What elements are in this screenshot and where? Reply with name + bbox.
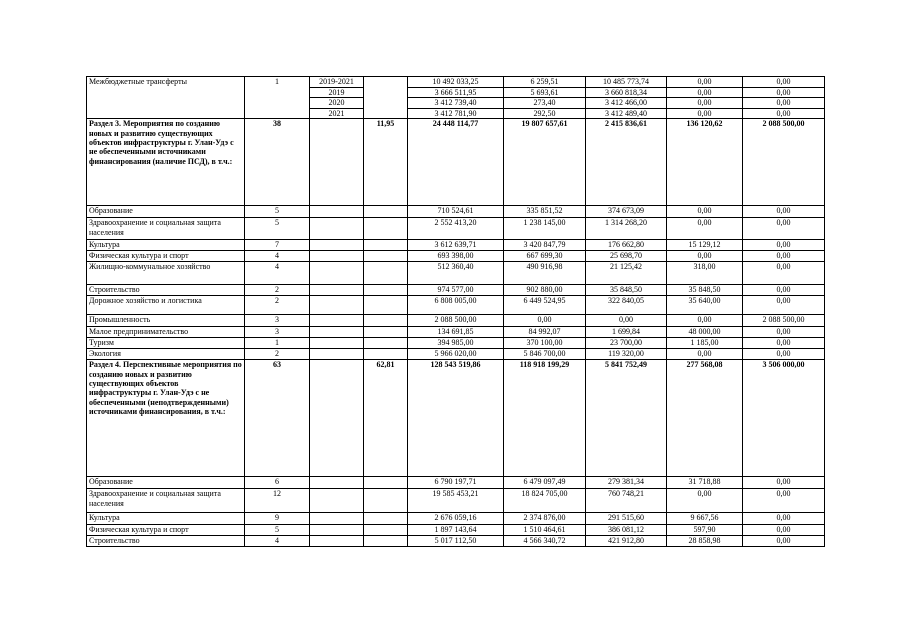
municipal-budget-cell: 0,00 bbox=[667, 489, 743, 513]
period-cell bbox=[310, 119, 364, 206]
total-cell: 2 088 500,00 bbox=[408, 315, 504, 327]
period-cell bbox=[310, 360, 364, 477]
row-name-cell: Культура bbox=[87, 513, 245, 525]
municipal-budget-cell: 597,90 bbox=[667, 525, 743, 536]
total-cell: 5 966 020,00 bbox=[408, 349, 504, 360]
share-cell bbox=[364, 525, 408, 536]
total-cell: 974 577,00 bbox=[408, 285, 504, 296]
table-row bbox=[87, 349, 825, 360]
row-name-cell: Межбюджетные трансферты bbox=[87, 77, 245, 119]
regional-budget-cell: 279 381,34 bbox=[586, 477, 667, 489]
period-cell bbox=[310, 338, 364, 349]
municipal-budget-cell: 35 848,50 bbox=[667, 285, 743, 296]
municipal-budget-cell: 48 000,00 bbox=[667, 327, 743, 338]
table-row bbox=[87, 315, 825, 327]
regional-budget-cell: 35 848,50 bbox=[586, 285, 667, 296]
regional-budget-cell: 760 748,21 bbox=[586, 489, 667, 513]
row-name-cell: Физическая культура и спорт bbox=[87, 525, 245, 536]
federal-budget-cell: 5 846 700,00 bbox=[504, 349, 586, 360]
federal-budget-cell: 84 992,07 bbox=[504, 327, 586, 338]
federal-budget-cell: 5 693,61 bbox=[504, 88, 586, 98]
count-cell: 2 bbox=[245, 285, 310, 296]
total-cell: 2 676 059,16 bbox=[408, 513, 504, 525]
federal-budget-cell: 1 510 464,61 bbox=[504, 525, 586, 536]
count-cell: 4 bbox=[245, 251, 310, 262]
count-cell: 12 bbox=[245, 489, 310, 513]
extrabudget-cell: 0,00 bbox=[743, 477, 825, 489]
municipal-budget-cell: 0,00 bbox=[667, 349, 743, 360]
row-name-cell: Дорожное хозяйство и логистика bbox=[87, 296, 245, 315]
total-cell: 6 808 005,00 bbox=[408, 296, 504, 315]
municipal-budget-cell: 0,00 bbox=[667, 251, 743, 262]
extrabudget-cell: 0,00 bbox=[743, 88, 825, 98]
document-page bbox=[86, 76, 824, 547]
share-cell bbox=[364, 338, 408, 349]
row-name-cell: Образование bbox=[87, 206, 245, 218]
row-name-cell: Образование bbox=[87, 477, 245, 489]
federal-budget-cell: 490 916,98 bbox=[504, 262, 586, 285]
count-cell: 5 bbox=[245, 218, 310, 240]
row-name-cell: Здравоохранение и социальная защита населения bbox=[87, 218, 245, 240]
federal-budget-cell: 19 807 657,61 bbox=[504, 119, 586, 206]
extrabudget-cell: 0,00 bbox=[743, 349, 825, 360]
count-cell: 7 bbox=[245, 240, 310, 251]
total-cell: 693 398,00 bbox=[408, 251, 504, 262]
extrabudget-cell: 0,00 bbox=[743, 327, 825, 338]
table-row bbox=[87, 513, 825, 525]
federal-budget-cell: 292,50 bbox=[504, 108, 586, 118]
extrabudget-cell: 0,00 bbox=[743, 285, 825, 296]
federal-budget-cell: 667 699,30 bbox=[504, 251, 586, 262]
extrabudget-cell: 3 506 000,00 bbox=[743, 360, 825, 477]
table-row bbox=[87, 206, 825, 218]
table-row bbox=[87, 327, 825, 338]
regional-budget-cell: 119 320,00 bbox=[586, 349, 667, 360]
extrabudget-cell: 0,00 bbox=[743, 240, 825, 251]
municipal-budget-cell: 0,00 bbox=[667, 98, 743, 108]
table-row bbox=[87, 77, 825, 88]
federal-budget-cell: 18 824 705,00 bbox=[504, 489, 586, 513]
total-cell: 10 492 033,25 bbox=[408, 77, 504, 88]
table-body bbox=[87, 77, 825, 547]
share-cell bbox=[364, 285, 408, 296]
municipal-budget-cell: 0,00 bbox=[667, 77, 743, 88]
extrabudget-cell: 0,00 bbox=[743, 536, 825, 547]
municipal-budget-cell: 0,00 bbox=[667, 88, 743, 98]
regional-budget-cell: 3 412 489,40 bbox=[586, 108, 667, 118]
regional-budget-cell: 1 314 268,20 bbox=[586, 218, 667, 240]
extrabudget-cell: 0,00 bbox=[743, 98, 825, 108]
row-name-cell: Здравоохранение и социальная защита населения bbox=[87, 489, 245, 513]
municipal-budget-cell: 35 640,00 bbox=[667, 296, 743, 315]
federal-budget-cell: 902 880,00 bbox=[504, 285, 586, 296]
share-cell bbox=[364, 296, 408, 315]
total-cell: 3 412 739,40 bbox=[408, 98, 504, 108]
municipal-budget-cell: 0,00 bbox=[667, 206, 743, 218]
extrabudget-cell: 0,00 bbox=[743, 525, 825, 536]
extrabudget-cell: 0,00 bbox=[743, 251, 825, 262]
regional-budget-cell: 374 673,09 bbox=[586, 206, 667, 218]
share-cell bbox=[364, 206, 408, 218]
count-cell: 63 bbox=[245, 360, 310, 477]
share-cell: 62,81 bbox=[364, 360, 408, 477]
period-cell bbox=[310, 477, 364, 489]
count-cell: 6 bbox=[245, 477, 310, 489]
municipal-budget-cell: 0,00 bbox=[667, 108, 743, 118]
period-cell bbox=[310, 262, 364, 285]
table-row bbox=[87, 119, 825, 206]
table-row bbox=[87, 240, 825, 251]
period-cell: 2021 bbox=[310, 108, 364, 118]
regional-budget-cell: 21 125,42 bbox=[586, 262, 667, 285]
row-name-cell: Физическая культура и спорт bbox=[87, 251, 245, 262]
period-cell bbox=[310, 296, 364, 315]
regional-budget-cell: 25 698,70 bbox=[586, 251, 667, 262]
row-name-cell: Жилищно-коммунальное хозяйство bbox=[87, 262, 245, 285]
row-name-cell: Строительство bbox=[87, 285, 245, 296]
total-cell: 3 612 639,71 bbox=[408, 240, 504, 251]
row-name-cell: Туризм bbox=[87, 338, 245, 349]
count-cell: 1 bbox=[245, 77, 310, 119]
federal-budget-cell: 4 566 340,72 bbox=[504, 536, 586, 547]
municipal-budget-cell: 9 667,56 bbox=[667, 513, 743, 525]
total-cell: 6 790 197,71 bbox=[408, 477, 504, 489]
table-row bbox=[87, 218, 825, 240]
table-row bbox=[87, 285, 825, 296]
regional-budget-cell: 23 700,00 bbox=[586, 338, 667, 349]
total-cell: 3 412 781,90 bbox=[408, 108, 504, 118]
period-cell bbox=[310, 536, 364, 547]
total-cell: 128 543 519,86 bbox=[408, 360, 504, 477]
regional-budget-cell: 386 081,12 bbox=[586, 525, 667, 536]
regional-budget-cell: 421 912,80 bbox=[586, 536, 667, 547]
period-cell: 2020 bbox=[310, 98, 364, 108]
row-name-cell: Культура bbox=[87, 240, 245, 251]
federal-budget-cell: 118 918 199,29 bbox=[504, 360, 586, 477]
period-cell: 2019-2021 bbox=[310, 77, 364, 88]
count-cell: 1 bbox=[245, 338, 310, 349]
extrabudget-cell: 0,00 bbox=[743, 108, 825, 118]
share-cell bbox=[364, 349, 408, 360]
period-cell bbox=[310, 206, 364, 218]
count-cell: 5 bbox=[245, 206, 310, 218]
share-cell bbox=[364, 262, 408, 285]
table-row bbox=[87, 536, 825, 547]
total-cell: 5 017 112,50 bbox=[408, 536, 504, 547]
total-cell: 2 552 413,20 bbox=[408, 218, 504, 240]
federal-budget-cell: 6 479 097,49 bbox=[504, 477, 586, 489]
period-cell bbox=[310, 285, 364, 296]
extrabudget-cell: 0,00 bbox=[743, 296, 825, 315]
row-name-cell: Строительство bbox=[87, 536, 245, 547]
extrabudget-cell: 0,00 bbox=[743, 206, 825, 218]
investment-table bbox=[86, 76, 825, 547]
federal-budget-cell: 335 851,52 bbox=[504, 206, 586, 218]
row-name-cell: Промышленность bbox=[87, 315, 245, 327]
row-name-cell: Экология bbox=[87, 349, 245, 360]
row-name-cell: Раздел 3. Мероприятия по созданию новых и развитию существующих объектов инфраструктуры г. Улан-Удэ с не обеспеченными источниками финансирования (наличие ПСД), в т.ч.: bbox=[87, 119, 245, 206]
extrabudget-cell: 0,00 bbox=[743, 489, 825, 513]
count-cell: 3 bbox=[245, 327, 310, 338]
share-cell bbox=[364, 477, 408, 489]
period-cell bbox=[310, 349, 364, 360]
regional-budget-cell: 2 415 836,61 bbox=[586, 119, 667, 206]
share-cell bbox=[364, 77, 408, 119]
total-cell: 134 691,85 bbox=[408, 327, 504, 338]
municipal-budget-cell: 31 718,88 bbox=[667, 477, 743, 489]
extrabudget-cell: 0,00 bbox=[743, 513, 825, 525]
table-row bbox=[87, 477, 825, 489]
row-name-cell: Малое предпринимательство bbox=[87, 327, 245, 338]
share-cell bbox=[364, 327, 408, 338]
table-row bbox=[87, 338, 825, 349]
municipal-budget-cell: 1 185,00 bbox=[667, 338, 743, 349]
regional-budget-cell: 10 485 773,74 bbox=[586, 77, 667, 88]
table-row bbox=[87, 525, 825, 536]
federal-budget-cell: 0,00 bbox=[504, 315, 586, 327]
share-cell bbox=[364, 513, 408, 525]
extrabudget-cell: 0,00 bbox=[743, 338, 825, 349]
federal-budget-cell: 6 259,51 bbox=[504, 77, 586, 88]
municipal-budget-cell: 318,00 bbox=[667, 262, 743, 285]
municipal-budget-cell: 277 568,08 bbox=[667, 360, 743, 477]
total-cell: 394 985,00 bbox=[408, 338, 504, 349]
period-cell bbox=[310, 327, 364, 338]
municipal-budget-cell: 15 129,12 bbox=[667, 240, 743, 251]
share-cell bbox=[364, 489, 408, 513]
regional-budget-cell: 0,00 bbox=[586, 315, 667, 327]
regional-budget-cell: 1 699,84 bbox=[586, 327, 667, 338]
federal-budget-cell: 273,40 bbox=[504, 98, 586, 108]
share-cell: 11,95 bbox=[364, 119, 408, 206]
federal-budget-cell: 6 449 524,95 bbox=[504, 296, 586, 315]
regional-budget-cell: 3 660 818,34 bbox=[586, 88, 667, 98]
extrabudget-cell: 0,00 bbox=[743, 262, 825, 285]
count-cell: 5 bbox=[245, 525, 310, 536]
count-cell: 4 bbox=[245, 262, 310, 285]
total-cell: 3 666 511,95 bbox=[408, 88, 504, 98]
row-name-cell: Раздел 4. Перспективные мероприятия по созданию новых и развитию существующих объектов инфраструктуры г. Улан-Удэ с не обеспеченными (неподтвержденными) источниками финансирования, в т.ч.: bbox=[87, 360, 245, 477]
federal-budget-cell: 1 238 145,00 bbox=[504, 218, 586, 240]
regional-budget-cell: 3 412 466,00 bbox=[586, 98, 667, 108]
total-cell: 19 585 453,21 bbox=[408, 489, 504, 513]
share-cell bbox=[364, 315, 408, 327]
regional-budget-cell: 5 841 752,49 bbox=[586, 360, 667, 477]
count-cell: 38 bbox=[245, 119, 310, 206]
period-cell bbox=[310, 251, 364, 262]
federal-budget-cell: 2 374 876,00 bbox=[504, 513, 586, 525]
extrabudget-cell: 2 088 500,00 bbox=[743, 119, 825, 206]
extrabudget-cell: 2 088 500,00 bbox=[743, 315, 825, 327]
total-cell: 24 448 114,77 bbox=[408, 119, 504, 206]
extrabudget-cell: 0,00 bbox=[743, 218, 825, 240]
count-cell: 9 bbox=[245, 513, 310, 525]
share-cell bbox=[364, 240, 408, 251]
municipal-budget-cell: 0,00 bbox=[667, 218, 743, 240]
share-cell bbox=[364, 251, 408, 262]
municipal-budget-cell: 136 120,62 bbox=[667, 119, 743, 206]
municipal-budget-cell: 0,00 bbox=[667, 315, 743, 327]
period-cell bbox=[310, 218, 364, 240]
regional-budget-cell: 291 515,60 bbox=[586, 513, 667, 525]
table-row bbox=[87, 262, 825, 285]
regional-budget-cell: 176 662,80 bbox=[586, 240, 667, 251]
table-row bbox=[87, 489, 825, 513]
period-cell bbox=[310, 315, 364, 327]
total-cell: 710 524,61 bbox=[408, 206, 504, 218]
table-row bbox=[87, 296, 825, 315]
total-cell: 1 897 143,64 bbox=[408, 525, 504, 536]
count-cell: 2 bbox=[245, 349, 310, 360]
table-row bbox=[87, 251, 825, 262]
count-cell: 3 bbox=[245, 315, 310, 327]
table-row bbox=[87, 360, 825, 477]
period-cell bbox=[310, 489, 364, 513]
municipal-budget-cell: 28 858,98 bbox=[667, 536, 743, 547]
total-cell: 512 360,40 bbox=[408, 262, 504, 285]
count-cell: 4 bbox=[245, 536, 310, 547]
count-cell: 2 bbox=[245, 296, 310, 315]
period-cell bbox=[310, 513, 364, 525]
federal-budget-cell: 3 420 847,79 bbox=[504, 240, 586, 251]
extrabudget-cell: 0,00 bbox=[743, 77, 825, 88]
share-cell bbox=[364, 218, 408, 240]
regional-budget-cell: 322 840,05 bbox=[586, 296, 667, 315]
period-cell: 2019 bbox=[310, 88, 364, 98]
period-cell bbox=[310, 240, 364, 251]
share-cell bbox=[364, 536, 408, 547]
period-cell bbox=[310, 525, 364, 536]
federal-budget-cell: 370 100,00 bbox=[504, 338, 586, 349]
